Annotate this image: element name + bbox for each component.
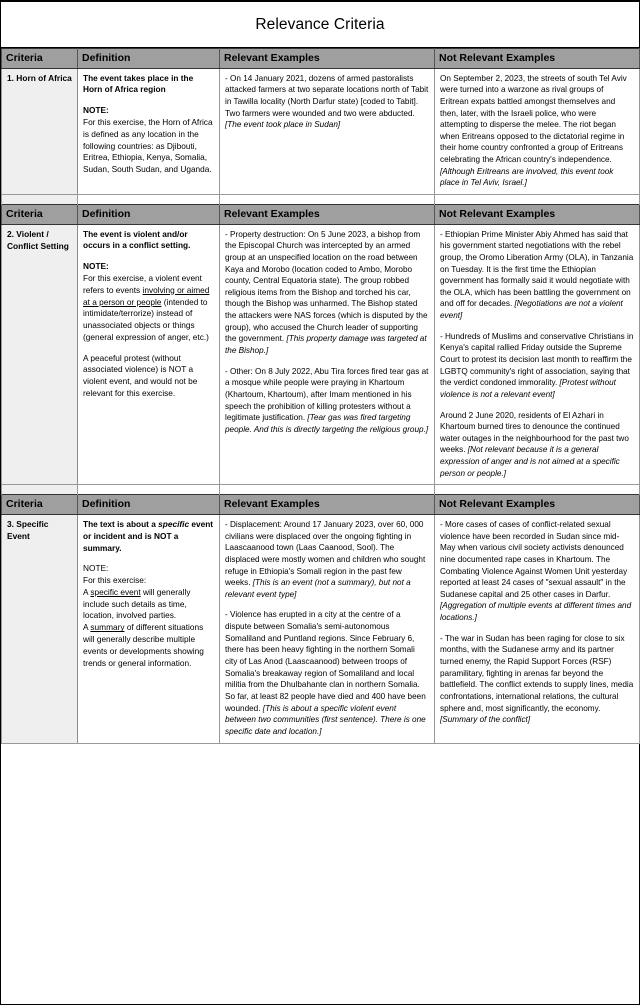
definition-note-label: NOTE: xyxy=(83,563,109,574)
not-relevant-example-1 xyxy=(440,519,634,624)
column-header-not-relevant-examples: Not Relevant Examples xyxy=(435,205,640,225)
not-relevant-example-1 xyxy=(440,73,634,189)
example-text: - The war in Sudan has been raging for close to six months, with the Sudanese army and its partner turned enemy, the Rapid Support Forces (RSF) paramilitary, fighting in arenas far beyond the battlefield. The conflict extends to supply lines, media confrontations, international relations, the cultural sphere and, most significantly, the economy. xyxy=(440,633,634,713)
criteria-definition xyxy=(78,515,220,744)
example-annotation: [This property damage was targeted at the Bishop.] xyxy=(225,334,427,355)
column-header-relevant-examples: Relevant Examples xyxy=(220,495,435,515)
section-spacer xyxy=(2,485,640,495)
table-header-row-2 xyxy=(2,205,640,225)
relevance-criteria-table xyxy=(1,48,640,744)
example-annotation: [Summary of the conflict] xyxy=(440,715,531,725)
column-header-definition: Definition xyxy=(78,205,220,225)
page-title: Relevance Criteria xyxy=(1,2,639,48)
definition-note-label: NOTE: xyxy=(83,261,109,272)
column-header-relevant-examples: Relevant Examples xyxy=(220,49,435,69)
definition-note-label: NOTE: xyxy=(83,105,109,116)
example-text: - On 14 January 2021, dozens of armed pastoralists attacked farmers at two separate locations north of Tabit in Tawilla locality (North Darfur state) [coded to Tabit]. Two farmers were wounded and two were abducted. xyxy=(225,73,429,118)
definition-heading: The event takes place in the Horn of Africa region xyxy=(83,72,194,95)
criteria-name: 1. Horn of Africa xyxy=(2,68,78,194)
definition-underlined-phrase: summary xyxy=(90,622,125,633)
example-text: - Displacement: Around 17 January 2023, over 60, 000 civilians were displaced over the ongoing fighting in Laascaanood town (Laas Caanood, Sool). The displaced were mostly women and children who sought refuge in Ethiopia's Somali region in the past few weeks. xyxy=(225,520,426,588)
not-relevant-examples xyxy=(435,68,640,194)
criteria-definition xyxy=(78,224,220,485)
relevant-examples xyxy=(220,68,435,194)
not-relevant-example-3 xyxy=(440,410,634,480)
definition-heading: The text is about a specific event or incident and is NOT a summary. xyxy=(83,519,214,553)
example-text: - More cases of cases of conflict-related sexual violence have been recorded in Sudan since mid-May when various civil society activists denounced nine documented rape cases in Khartoum. The Combating Violence Against Women Unit yesterday reported at least 24 cases of "sexual assault" in the Sudanese capital and 25 other cases in Darfur. xyxy=(440,520,628,599)
example-annotation: [Tear gas was fired targeting people. And this is directly targeting the religious group.] xyxy=(225,413,429,434)
example-text: On September 2, 2023, the streets of south Tel Aviv were turned into a warzone as rival groups of Eritrean expats battled amongst themselves and then, later, with the Israeli police, who were attempting to disperse the melee. The riot began when Eritreans opposed to the dictatorial regime in their home country confronted a group of Eritreans celebrating the African country's independence. xyxy=(440,73,627,165)
section-spacer xyxy=(2,195,640,205)
table-header-row-3 xyxy=(2,495,640,515)
column-header-criteria: Criteria xyxy=(2,49,78,69)
column-header-definition: Definition xyxy=(78,49,220,69)
definition-italic-word: specific xyxy=(158,519,190,529)
example-annotation: [Negotiations are not a violent event] xyxy=(440,299,623,321)
definition-underlined-phrase: involving or aimed at a person or people xyxy=(83,284,210,307)
table-header-row-1 xyxy=(2,49,640,69)
table-row xyxy=(2,515,640,744)
example-annotation: [Protest without violence is not a relevant event] xyxy=(440,378,616,399)
example-annotation: [The event took place in Sudan] xyxy=(225,120,341,130)
not-relevant-example-2 xyxy=(440,633,634,726)
relevant-example-1 xyxy=(225,519,429,600)
example-text: - Hundreds of Muslims and conservative Christians in Kenya's capital rallied Friday outside the Supreme Court to protest its decision last month to reaffirm the LGBTQ community's right of association, saying that the verdict condoned immorality. xyxy=(440,331,634,388)
example-text: - Violence has erupted in a city at the centre of a dispute between Somalia's semi-autonomous Somaliland and Puntland regions. Since February 6, there has been heavy fighting in the northern Somali city of Las Anod (Laascaanood) between troops of Somalia's breakaway region of Somaliland and local militia from the Dhulbahante clan in northern Somalia. So far, at least 82 people have died and 400 have been wounded. xyxy=(225,610,426,713)
example-text: Around 2 June 2020, residents of El Azhari in Khartoum burned tires to denounce the continued water outages in the neighbourhood for the past two weeks. xyxy=(440,410,629,455)
definition-note-intro: For this exercise: xyxy=(83,575,147,586)
not-relevant-example-2 xyxy=(440,331,634,401)
definition-note-body-2: A peaceful protest (without associated violence) is NOT a violent event, and would not be relevant for this exercise. xyxy=(83,352,198,398)
example-text: - Ethiopian Prime Minister Abiy Ahmed has said that his government started negotiations with the rebel group, the Oromo Liberation Army (OLA), in Tanzania on Tuesday. It is the first time the Ethiopian government has formally said it would negotiate with the OLA, which has been battling the government on and off for decades. xyxy=(440,229,634,309)
example-text: - Other: On 8 July 2022, Abu Tira forces fired tear gas at a mosque while people were praying in Khartoum (Khartoum, Khartoum), after Imam mentioned in his speech the prohibition of killing protesters without a legitimate justification. xyxy=(225,366,429,423)
definition-note-body: For this exercise, the Horn of Africa is defined as any location in the following countries: as Djibouti, Eritrea, Ethiopia, Kenya, Somalia, Sudan, South Sudan, and Uganda. xyxy=(83,116,213,175)
relevant-examples xyxy=(220,224,435,485)
column-header-relevant-examples: Relevant Examples xyxy=(220,205,435,225)
relevant-example-2 xyxy=(225,609,429,737)
relevant-example-2 xyxy=(225,366,429,436)
definition-note-line-1: A specific event will generally include such details as time, location, involved parties. xyxy=(83,586,191,621)
definition-note-body: For this exercise, a violent event refers to events involving or aimed at a person or people (intended to intimidate/terrorize) instead of unassociated objects or things (general expression of anger, etc.) xyxy=(83,272,210,342)
example-annotation: [Although Eritreans are involved, this event took place in Tel Aviv, Israel.] xyxy=(440,166,614,188)
example-annotation: [This is about a specific violent event between two communities (first sentence). There is one specific date and location.] xyxy=(225,703,426,736)
criteria-name: 3. Specific Event xyxy=(2,515,78,744)
definition-heading: The event is violent and/or occurs in a conflict setting. xyxy=(83,228,191,251)
definition-note-line-2: A summary of different situations will generally describe multiple events or developments showing trends or general information. xyxy=(83,622,204,668)
not-relevant-example-1 xyxy=(440,229,634,322)
column-header-definition: Definition xyxy=(78,495,220,515)
relevant-example-1 xyxy=(225,73,429,131)
column-header-criteria: Criteria xyxy=(2,495,78,515)
criteria-definition xyxy=(78,68,220,194)
column-header-not-relevant-examples: Not Relevant Examples xyxy=(435,495,640,515)
not-relevant-examples xyxy=(435,224,640,485)
definition-underlined-phrase: specific event xyxy=(90,586,141,597)
column-header-criteria: Criteria xyxy=(2,205,78,225)
not-relevant-examples xyxy=(435,515,640,744)
relevant-example-1 xyxy=(225,229,429,357)
criteria-name: 2. Violent / Conflict Setting xyxy=(2,224,78,485)
example-annotation: [This is an event (not a summary), but not a relevant event type] xyxy=(225,578,411,599)
table-row xyxy=(2,224,640,485)
column-header-not-relevant-examples: Not Relevant Examples xyxy=(435,49,640,69)
table-row xyxy=(2,68,640,194)
relevant-examples xyxy=(220,515,435,744)
example-annotation: [Not relevant because it is a general expression of anger and is not aimed at a specific person or people.] xyxy=(440,445,620,478)
example-annotation: [Aggregation of multiple events at different times and locations.] xyxy=(440,601,632,623)
example-text: - Property destruction: On 5 June 2023, a bishop from the Episcopal Church was intercepted by an armed group at an unspecified location on the road between Kaya and Morobo (location coded to Ambo, Morobo county, Central Equatoria state). The group robbed religious items from the Bishop and torched his car, though the Bishop was unharmed. The Bishop stated the attackers were NAS forces (which is disputed by the group), who accused the Church leader of supporting the government. xyxy=(225,229,428,344)
